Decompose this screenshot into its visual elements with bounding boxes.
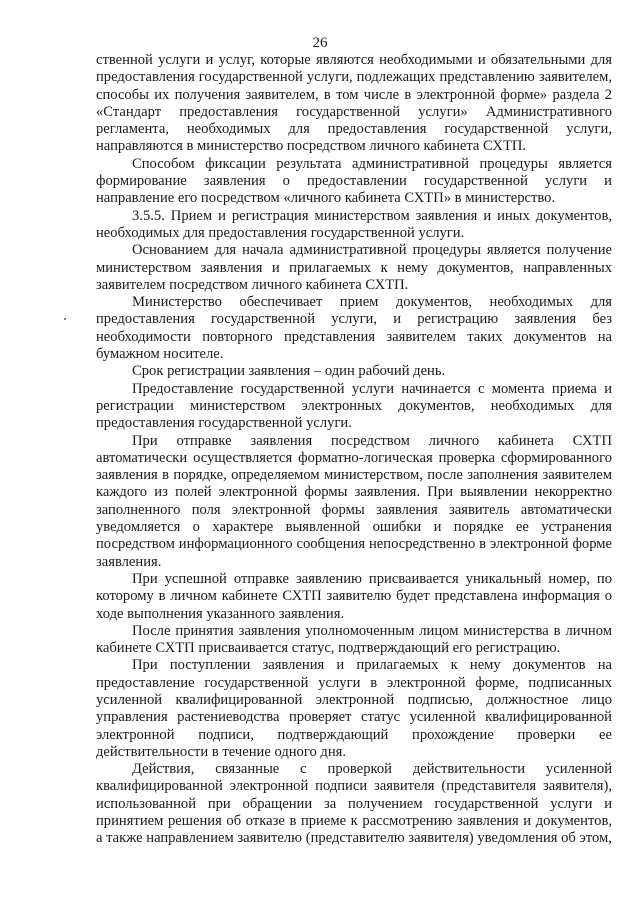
paragraph-5: Министерство обеспечивает прием документов, необходимых для предоставления государственной услуги, и регистрацию заявления без необходимости повторного представления заявителем таких документов на бумажном носителе. <box>96 294 612 363</box>
paragraph-4: Основанием для начала административной процедуры является получение министерством заявления и прилагаемых к нему документов, направленных заявителем посредством личного кабинета СХТП. <box>96 242 612 293</box>
paragraph-11: При поступлении заявления и прилагаемых к нему документов на предоставление государственной услуги в электронной форме, подписанных усиленной квалифицированной электронной подписью, должностное лицо управления растениеводства проверяет статус усиленной квалифицированной электронной подписи, подтверждающий прохождение проверки ее действительности в течение одного дня. <box>96 657 612 760</box>
document-body <box>96 52 612 848</box>
margin-mark <box>64 318 66 320</box>
paragraph-7: Предоставление государственной услуги начинается с момента приема и регистрации министерством электронных документов, необходимых для предоставления государственной услуги. <box>96 380 612 432</box>
paragraph-1: ственной услуги и услуг, которые являются необходимыми и обязательными для предоставления государственной услуги, подлежащих представлению заявителем, способы их получения заявителем, в том числе в электронной форме» раздела 2 «Стандарт предоставления государственной услуги» Административного регламента, необходимых для предоставления государственной услуги, направляются в министерство посредством личного кабинета СХТП. <box>96 52 612 155</box>
page-number: 26 <box>312 35 328 51</box>
paragraph-10: После принятия заявления уполномоченным лицом министерства в личном кабинете СХТП присваивается статус, подтверждающий его регистрацию. <box>96 622 612 657</box>
paragraph-8: При отправке заявления посредством личного кабинета СХТП автоматически осуществляется форматно-логическая проверка сформированного заявления в порядке, определяемом министерством, после заполнения заявителем каждого из полей электронной формы заявления. При выявлении некорректно заполненного поля электронной формы заявления заявитель автоматически уведомляется о характере выявленной ошибки и порядке ее устранения посредством информационного сообщения непосредственно в электронной форме заявления. <box>96 432 612 570</box>
paragraph-6: Срок регистрации заявления – один рабочий день. <box>132 363 446 380</box>
paragraph-2: Способом фиксации результата административной процедуры является формирование заявления о предоставлении государственной услуги и направление его посредством «личного кабинета СХТП» в министерство. <box>96 155 612 207</box>
paragraph-9: При успешной отправке заявлению присваивается уникальный номер, по которому в личном кабинете СХТП заявителю будет представлена информация о ходе выполнения указанного заявления. <box>96 570 612 622</box>
paragraph-12: Действия, связанные с проверкой действительности усиленной квалифицированной электронной подписи заявителя (представителя заявителя), использованной при обращении за получением государственной услуги и принятием решения об отказе в приеме к рассмотрению заявления и документов, а также направлением заявителю (представителю заявителя) уведомления об этом, <box>96 761 612 847</box>
paragraph-3: 3.5.5. Прием и регистрация министерством заявления и иных документов, необходимых для предоставления государственной услуги. <box>96 207 612 241</box>
